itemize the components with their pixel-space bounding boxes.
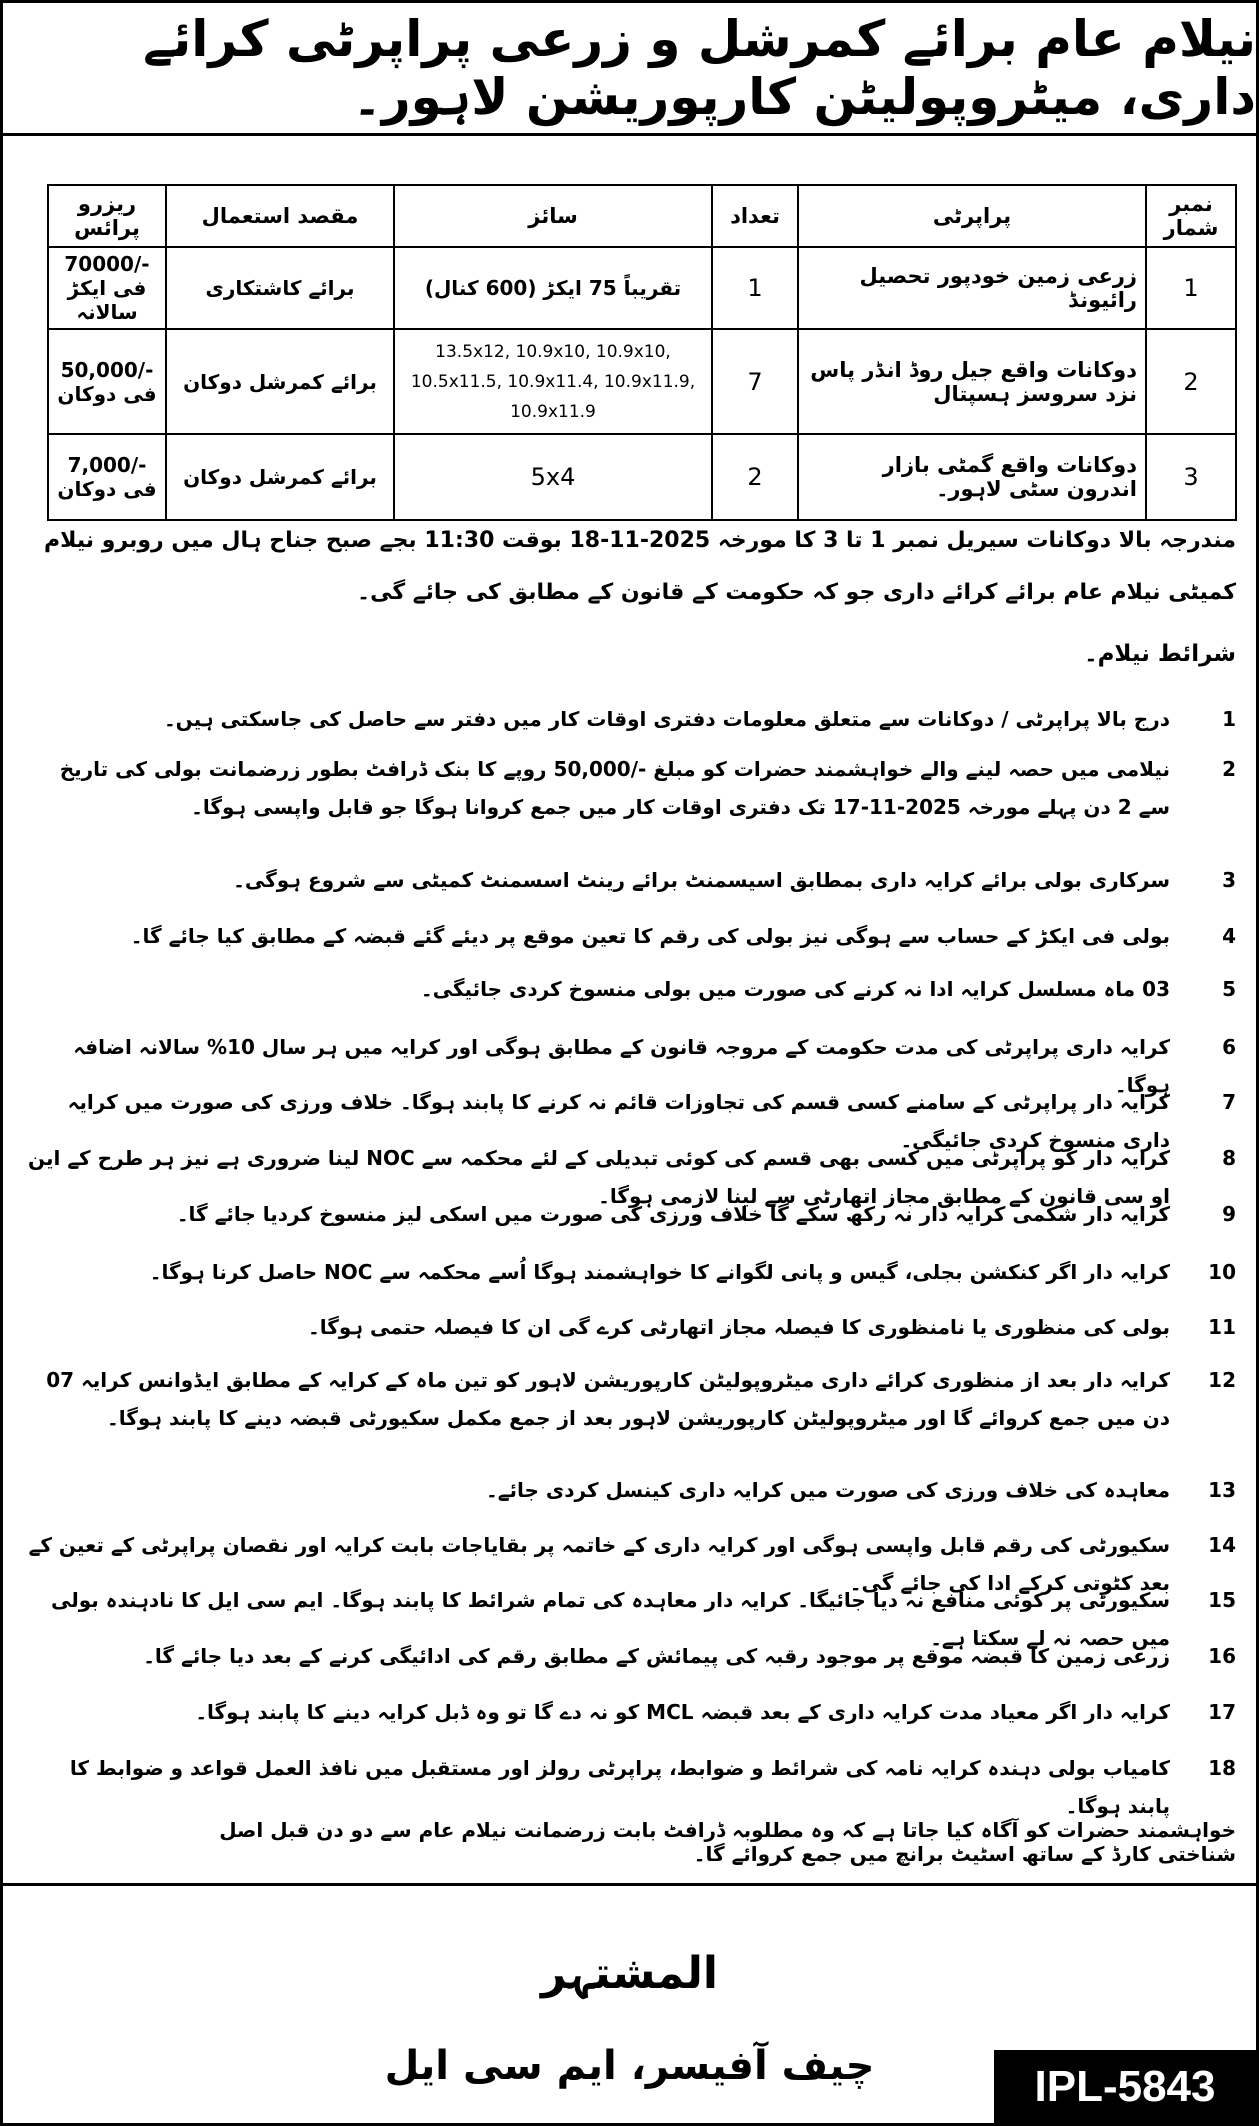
condition-text: کرایہ دار اگر کنکشن بجلی، گیس و پانی لگوانے کا خواہشمند ہوگا اُسے محکمہ سے NOC حاصل کرنا ہوگا۔ bbox=[149, 1260, 1170, 1284]
condition-item bbox=[23, 1693, 1236, 1731]
condition-number: 2 bbox=[1222, 757, 1236, 781]
condition-text: کامیاب بولی دہندہ کرایہ نامہ کی شرائط و ضوابط، پراپرٹی رولز اور مستقبل میں نافذ العمل قواعد و ضوابط کا پابند ہوگا۔ bbox=[69, 1756, 1170, 1818]
condition-number: 4 bbox=[1222, 924, 1236, 948]
condition-text: کرایہ داری پراپرٹی کی مدت حکومت کے مروجہ قانون کے مطابق ہوگی اور کرایہ میں ہر سال 10% سالانہ اضافہ ہوگا۔ bbox=[73, 1035, 1170, 1097]
condition-number: 7 bbox=[1222, 1090, 1236, 1114]
condition-item bbox=[23, 917, 1236, 955]
condition-text: بولی کی منظوری یا نامنظوری کا فیصلہ مجاز اتھارٹی کرے گی ان کا فیصلہ حتمی ہوگا۔ bbox=[307, 1315, 1170, 1339]
header-quantity: تعداد bbox=[712, 185, 798, 247]
page-title: نیلام عام برائے کمرشل و زرعی پراپرٹی کرائے داری، میٹروپولیٹن کارپوریشن لاہور۔ bbox=[3, 3, 1256, 136]
condition-text: بولی فی ایکڑ کے حساب سے ہوگی نیز بولی کی رقم کا تعین موقع پر دیئے گئے قبضہ کے مطابق کیا جائے گا۔ bbox=[130, 924, 1170, 948]
advertiser-label: المشتہر bbox=[541, 1948, 718, 1999]
condition-item bbox=[23, 1361, 1236, 1437]
condition-number: 12 bbox=[1208, 1368, 1236, 1392]
header-size: سائز bbox=[394, 185, 712, 247]
cell-reserve-price: -/50,000 فی دوکان bbox=[48, 329, 166, 434]
condition-number: 1 bbox=[1222, 707, 1236, 731]
condition-text: سکیورٹی کی رقم قابل واپسی ہوگی اور کرایہ داری کے خاتمہ پر بقایاجات بابت کرایہ اور نقصان پراپرٹی کے تعین کے بعد کٹوتی کرکے ادا کی جائے گی۔ bbox=[28, 1533, 1170, 1595]
condition-item bbox=[23, 1195, 1236, 1233]
closing-note: خواہشمند حضرات کو آگاہ کیا جاتا ہے کہ وہ مطلوبہ ڈرافٹ بابت زرضمانت نیلام عام سے دو دن قبل اصل شناختی کارڈ کے ساتھ اسٹیٹ برانچ میں جمع کروائے گا۔ bbox=[219, 1818, 1236, 1866]
condition-number: 18 bbox=[1208, 1756, 1236, 1780]
cell-size: تقریباً 75 ایکڑ (600 کنال) bbox=[394, 247, 712, 329]
condition-item bbox=[23, 700, 1236, 738]
cell-reserve-price: -/7,000 فی دوکان bbox=[48, 434, 166, 520]
header-serial: نمبر شمار bbox=[1146, 185, 1236, 247]
condition-item bbox=[23, 1749, 1236, 1825]
header-property: پراپرٹی bbox=[798, 185, 1146, 247]
footer-divider bbox=[3, 1883, 1256, 1886]
cell-purpose: برائے کمرشل دوکان bbox=[166, 434, 394, 520]
header-reserve-price: ریزرو پرائس bbox=[48, 185, 166, 247]
header-purpose: مقصد استعمال bbox=[166, 185, 394, 247]
condition-item bbox=[23, 1471, 1236, 1509]
condition-number: 11 bbox=[1208, 1315, 1236, 1339]
condition-number: 3 bbox=[1222, 868, 1236, 892]
condition-number: 16 bbox=[1208, 1644, 1236, 1668]
condition-text: 03 ماہ مسلسل کرایہ ادا نہ کرنے کی صورت میں بولی منسوخ کردی جائیگی۔ bbox=[420, 977, 1170, 1001]
cell-quantity: 1 bbox=[712, 247, 798, 329]
condition-item bbox=[23, 1637, 1236, 1675]
cell-size: 13.5x12, 10.9x10, 10.9x10, 10.5x11.5, 10.9x11.4, 10.9x11.9, 10.9x11.9 bbox=[394, 329, 712, 434]
condition-number: 5 bbox=[1222, 977, 1236, 1001]
table-row bbox=[48, 329, 1236, 434]
cell-serial: 1 bbox=[1146, 247, 1236, 329]
cell-serial: 3 bbox=[1146, 434, 1236, 520]
condition-number: 8 bbox=[1222, 1146, 1236, 1170]
condition-text: زرعی زمین کا قبضہ موقع پر موجود رقبہ کی پیمائش کے مطابق رقم کی ادائیگی کرنے کے بعد دیا جائے گا۔ bbox=[143, 1644, 1170, 1668]
table-row bbox=[48, 434, 1236, 520]
cell-purpose: برائے کمرشل دوکان bbox=[166, 329, 394, 434]
condition-item bbox=[23, 750, 1236, 826]
condition-text: کرایہ دار کو پراپرٹی میں کسی بھی قسم کی کوئی تبدیلی کے لئے محکمہ سے NOC لینا ضروری ہے نیز ہر طرح کے این او سی قانون کے مطابق مجاز اتھارٹی سے لینا لازمی ہوگا۔ bbox=[28, 1146, 1170, 1208]
cell-quantity: 7 bbox=[712, 329, 798, 434]
condition-text: کرایہ دار شکمی کرایہ دار نہ رکھ سکے گا خلاف ورزی کی صورت میں اسکی لیز منسوخ کردیا جائے گا۔ bbox=[176, 1202, 1170, 1226]
condition-number: 15 bbox=[1208, 1588, 1236, 1612]
cell-property: زرعی زمین خودپور تحصیل رائیونڈ bbox=[798, 247, 1146, 329]
condition-text: درج بالا پراپرٹی / دوکانات سے متعلق معلومات دفتری اوقات کار میں دفتر سے حاصل کی جاسکتی ہیں۔ bbox=[163, 707, 1170, 731]
cell-reserve-price: -/70000 فی ایکڑ سالانہ bbox=[48, 247, 166, 329]
table-row bbox=[48, 247, 1236, 329]
auction-intro: مندرجہ بالا دوکانات سیریل نمبر 1 تا 3 کا مورخہ 2025-11-18 بوقت 11:30 بجے صبح جناح ہال میں روبرو نیلام کمیٹی نیلام عام برائے کرائے داری جو کہ حکومت کے قانون کے مطابق کی جائے گی۔ bbox=[44, 528, 1236, 605]
cell-serial: 2 bbox=[1146, 329, 1236, 434]
signatory-title: چیف آفیسر، ایم سی ایل bbox=[384, 2043, 875, 2089]
condition-text: کرایہ دار اگر معیاد مدت کرایہ داری کے بعد قبضہ MCL کو نہ دے گا تو وہ ڈبل کرایہ دینے کا پابند ہوگا۔ bbox=[195, 1700, 1170, 1724]
condition-number: 9 bbox=[1222, 1202, 1236, 1226]
cell-size: 5x4 bbox=[394, 434, 712, 520]
ad-code-badge: IPL-5843 bbox=[994, 2050, 1256, 2123]
property-table bbox=[47, 184, 1237, 521]
condition-number: 6 bbox=[1222, 1035, 1236, 1059]
condition-item bbox=[23, 970, 1236, 1008]
cell-property: دوکانات واقع جیل روڈ انڈر پاس نزد سروسز ہسپتال bbox=[798, 329, 1146, 434]
condition-text: سرکاری بولی برائے کرایہ داری بمطابق اسیسمنٹ برائے رینٹ اسسمنٹ کمیٹی سے شروع ہوگی۔ bbox=[233, 868, 1170, 892]
conditions-title: شرائط نیلام۔ bbox=[1084, 641, 1236, 667]
condition-text: کرایہ دار پراپرٹی کے سامنے کسی قسم کی تجاوزات قائم نہ کرنے کا پابند ہوگا۔ خلاف ورزی کی صورت میں کرایہ داری منسوخ کردی جائیگی۔ bbox=[67, 1090, 1170, 1152]
condition-text: سکیورٹی پر کوئی منافع نہ دیا جائیگا۔ کرایہ دار معاہدہ کی تمام شرائط کا پابند ہوگا۔ ایم سی ایل کا نادہندہ بولی میں حصہ نہ لے سکتا ہے۔ bbox=[51, 1588, 1170, 1650]
cell-quantity: 2 bbox=[712, 434, 798, 520]
condition-text: معاہدہ کی خلاف ورزی کی صورت میں کرایہ داری کینسل کردی جائے۔ bbox=[486, 1478, 1170, 1502]
table-header-row bbox=[48, 185, 1236, 247]
condition-number: 14 bbox=[1208, 1533, 1236, 1557]
cell-purpose: برائے کاشتکاری bbox=[166, 247, 394, 329]
condition-text: نیلامی میں حصہ لینے والے خواہشمند حضرات کو مبلغ -/50,000 روپے کا بنک ڈرافٹ بطور زرضمانت بولی کی تاریخ سے 2 دن پہلے مورخہ 2025-11-17 تک دفتری اوقات کار میں جمع کروانا ہوگا جو قابل واپسی ہوگا۔ bbox=[59, 757, 1170, 819]
condition-item bbox=[23, 861, 1236, 899]
condition-number: 13 bbox=[1208, 1478, 1236, 1502]
cell-property: دوکانات واقع گمٹی بازار اندرون سٹی لاہور۔ bbox=[798, 434, 1146, 520]
condition-item bbox=[23, 1308, 1236, 1346]
condition-text: کرایہ دار بعد از منظوری کرائے داری میٹروپولیٹن کارپوریشن لاہور کو تین ماہ کے کرایہ کے مطابق ایڈوانس کرایہ 07 دن میں جمع کروائے گا اور میٹروپولیٹن کارپوریشن لاہور بعد از جمع مکمل سکیورٹی قبضہ دینے کا پابند ہوگا۔ bbox=[46, 1368, 1170, 1430]
condition-number: 17 bbox=[1208, 1700, 1236, 1724]
condition-number: 10 bbox=[1208, 1260, 1236, 1284]
condition-item bbox=[23, 1253, 1236, 1291]
